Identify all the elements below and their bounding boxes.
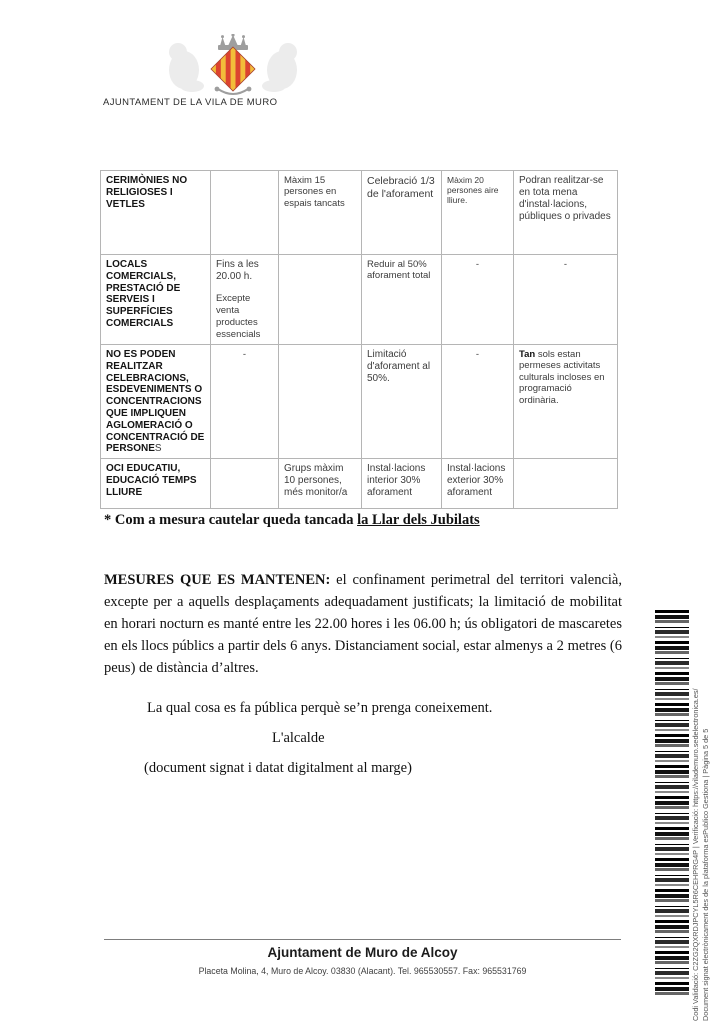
table-row-ceremonies xyxy=(101,171,618,255)
cell-empty xyxy=(211,171,279,255)
restrictions-table xyxy=(100,170,618,509)
cell-dash: - xyxy=(442,345,514,459)
measures-lead: MESURES QUE ES MANTENEN: xyxy=(104,572,331,588)
notes-rest: sols estan permeses activitats culturals incloses en programació ordinària. xyxy=(519,349,605,406)
cell-capacity: Reduir al 50% aforament total xyxy=(362,255,442,345)
footer-title: Ajuntament de Muro de Alcoy xyxy=(267,945,458,960)
cell-empty xyxy=(279,255,362,345)
verification-strip xyxy=(691,609,711,1021)
watermark-lion-right xyxy=(262,43,297,92)
spacer xyxy=(216,283,273,293)
closing-statement: La qual cosa es fa pública perquè se’n prenga coneixement. xyxy=(147,700,493,716)
shield-icon xyxy=(211,47,255,91)
signature-note: (document signat i datat digitalment al marge) xyxy=(144,760,412,776)
cell-limit-outdoor: Màxim 20 persones aire lliure. xyxy=(442,171,514,255)
cell-empty xyxy=(279,345,362,459)
table-row-commercial xyxy=(101,255,618,345)
measures-body: el confinament perimetral del territori valencià, excepte per a aquells desplaçaments adequadament justificats; la limitació de mobilitat en horari nocturn es manté entre les 22.00 hores i les 06.00 h; ús obligatori de mascaretes en els llocs públics a partir dels 6 anys. Distanciament social, estar almenys a 2 metres (6 peus) de distància d’altres. xyxy=(104,572,622,676)
cell-hours xyxy=(211,255,279,345)
watermark-lion-left xyxy=(169,43,204,92)
cell-dash: - xyxy=(442,255,514,345)
cell-capacity: Celebració 1/3 de l'aforament xyxy=(362,171,442,255)
validation-code-line: Codi Validació: C2ZG2QXRDJPCYL5R6CEHPRG4P | Verificació: https://vilademuro.sedelectronica.es/ xyxy=(691,688,700,1021)
hours-exception: Excepte venta productes essencials xyxy=(216,293,261,340)
cell-group-limit: Grups màxim 10 persones, més monitor/a xyxy=(279,459,362,509)
cell-notes: Podran realitzar-se en tota mena d'instal·lacions, públiques o privades xyxy=(514,171,618,255)
footer-address: Placeta Molina, 4, Muro de Alcoy. 03830 (Alacant). Tel. 965530557. Fax: 965531769 xyxy=(198,966,527,976)
cautionary-notice xyxy=(104,512,480,529)
cell-outdoor-capacity: Instal·lacions exterior 30% aforament xyxy=(442,459,514,509)
activity-end: S xyxy=(154,443,162,455)
cell-empty xyxy=(211,459,279,509)
notes-bold: Tan xyxy=(519,349,536,360)
table-row-educational-leisure xyxy=(101,459,618,509)
table-row-events xyxy=(101,345,618,459)
cell-dash: - xyxy=(211,345,279,459)
signature-platform-line: Document signat electrònicament des de la plataforma esPublico Gestiona | Pàgina 5 de 5 xyxy=(701,728,710,1021)
cell-notes xyxy=(514,345,618,459)
cell-capacity: Limitació d'aforament al 50%. xyxy=(362,345,442,459)
cell-activity: OCI EDUCATIU, EDUCACIÓ TEMPS LLIURE xyxy=(101,459,211,509)
organization-name: AJUNTAMENT DE LA VILA DE MURO xyxy=(103,97,278,108)
cell-dash: - xyxy=(514,255,618,345)
notice-text: * Com a mesura cautelar queda tancada xyxy=(104,512,358,528)
cell-limit-indoor: Màxim 15 persones en espais tancats xyxy=(279,171,362,255)
cell-activity: LOCALS COMERCIALS, PRESTACIÓ DE SERVEIS I SUPERFÍCIES COMERCIALS xyxy=(101,255,211,345)
cell-indoor-capacity: Instal·lacions interior 30% aforament xyxy=(362,459,442,509)
cell-activity: CERIMÒNIES NO RELIGIOSES I VETLES xyxy=(101,171,211,255)
measures-paragraph xyxy=(104,569,622,679)
coat-of-arms-icon xyxy=(148,34,318,98)
signer-title: L'alcalde xyxy=(272,730,325,746)
footer-divider xyxy=(104,939,621,940)
cell-empty xyxy=(514,459,618,509)
cell-activity xyxy=(101,345,211,459)
notice-underlined: la Llar dels Jubilats xyxy=(357,512,480,528)
activity-bold: NO ES PODEN REALITZAR CELEBRACIONS, ESDEVENIMENTS O CONCENTRACIONS QUE IMPLIQUEN AGLOMERACIÓ O CONCENTRACIÓ DE PERSONE xyxy=(106,349,205,455)
hours-limit: Fins a les 20.00 h. xyxy=(216,259,259,282)
barcode-icon xyxy=(655,610,689,995)
